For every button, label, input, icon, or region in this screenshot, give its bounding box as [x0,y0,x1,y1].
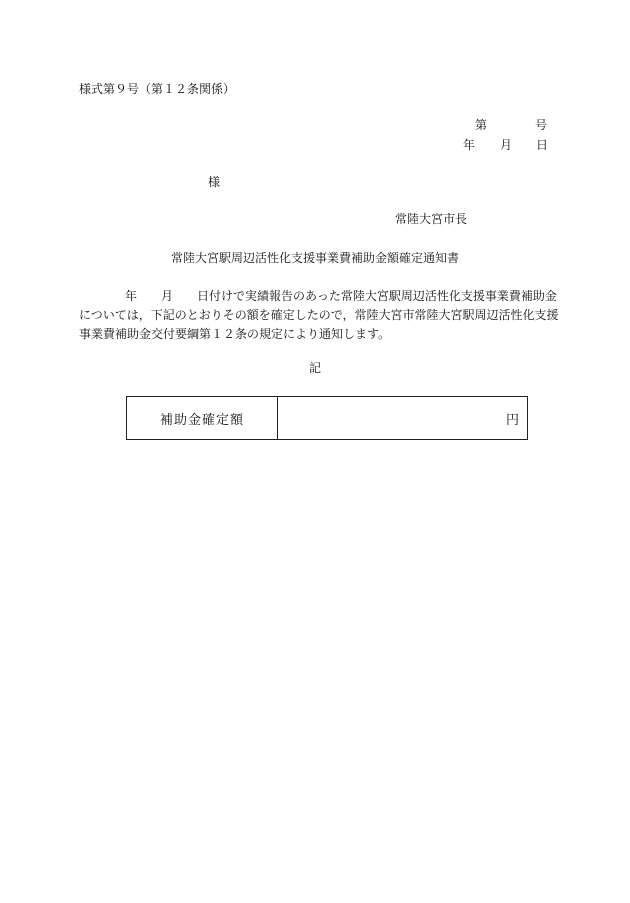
confirmed-amount-table [126,396,528,440]
body-line-3: 事業費補助金交付要綱第１２条の規定により通知します。 [79,327,391,341]
body-year: 年 [125,289,138,303]
yen-unit: 円 [505,412,519,428]
doc-number-prefix: 第 [475,118,488,132]
amount-label-cell: 補助金確定額 [127,397,278,439]
body-line-1-rest: 日付けで実績報告のあった常陸大宮駅周辺活性化支援事業費補助金 [197,289,557,303]
ki-heading: 記 [308,361,321,375]
recipient-honorific: 様 [208,175,221,189]
notice-body [79,287,559,344]
body-line-1 [79,287,555,306]
document-title: 常陸大宮駅周辺活性化支援事業費補助金額確定通知書 [170,251,459,265]
issuer-name: 常陸大宮市長 [395,212,468,226]
date-year: 年 [463,138,476,152]
doc-number-suffix: 号 [535,118,548,132]
body-line-2: については，下記のとおりその額を確定したので，常陸大宮市常陸大宮駅周辺活性化支援 [79,308,559,322]
body-month: 月 [161,289,174,303]
amount-value-cell [278,397,527,439]
date-month: 月 [500,138,513,152]
form-number-label: 様式第９号（第１２条関係） [79,82,236,96]
date-day: 日 [536,138,549,152]
